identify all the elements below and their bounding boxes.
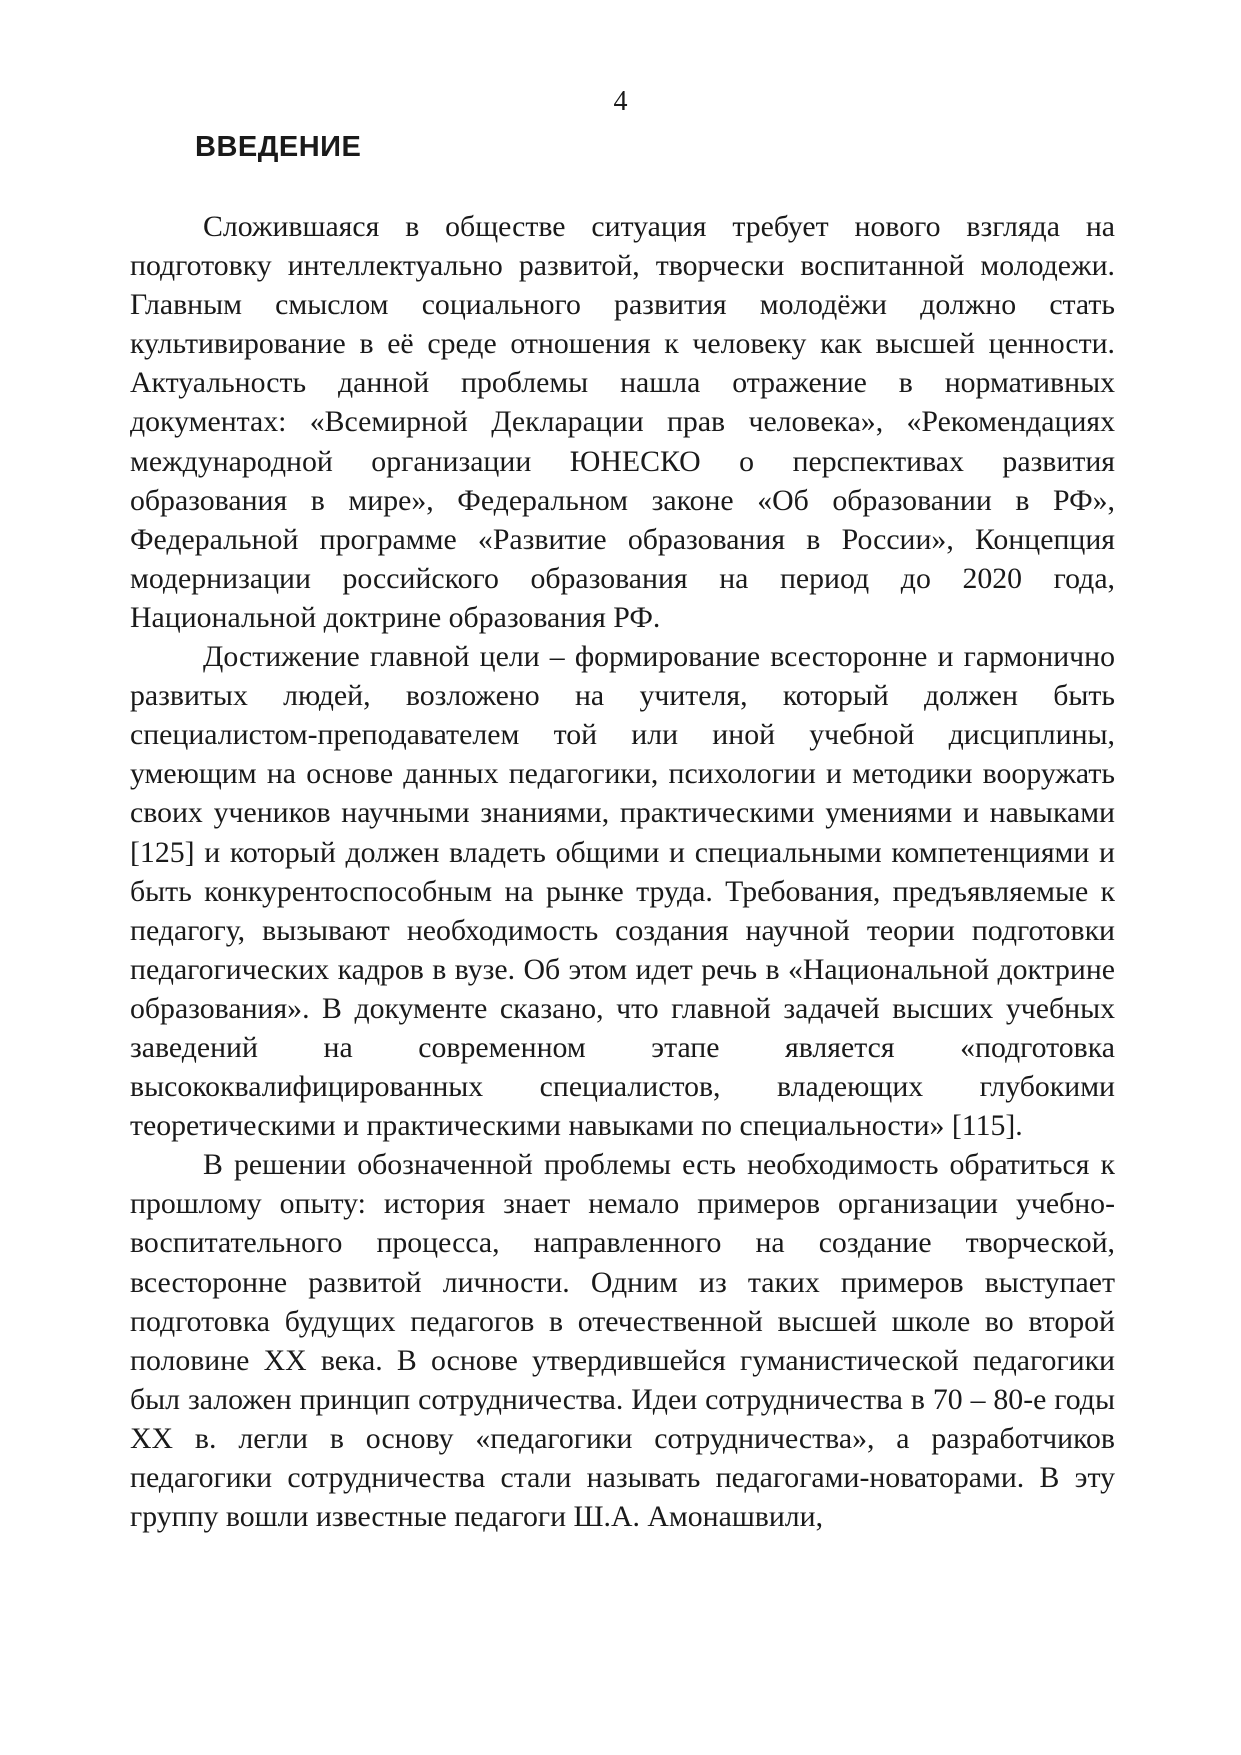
paragraph-1: Сложившаяся в обществе ситуация требует нового взгляда на подготовку интеллектуально развитой, творчески воспитанной молодежи. Главным смыслом социального развития молодёжи должно стать культивирование в её среде отношения к человеку как высшей ценности. Актуальность данной проблемы нашла отражение в нормативных документах: «Всемирной Декларации прав человека», «Рекомендациях международной организации ЮНЕСКО о перспективах развития образования в мире», Федеральном законе «Об образовании в РФ», Федеральной программе «Развитие образования в России», Концепция модернизации российского образования на период до 2020 года, Национальной доктрине образования РФ. xyxy=(130,210,1115,634)
body-text xyxy=(130,207,1115,1536)
paragraph-2: Достижение главной цели – формирование всесторонне и гармонично развитых людей, возложено на учителя, который должен быть специалистом-преподавателем той или иной учебной дисциплины, умеющим на основе данных педагогики, психологии и методики вооружать своих учеников научными знаниями, практическими умениями и навыками [125] и который должен владеть общими и специальными компетенциями и быть конкурентоспособным на рынке труда. Требования, предъявляемые к педагогу, вызывают необходимость создания научной теории подготовки педагогических кадров в вузе. Об этом идет речь в «Национальной доктрине образования». В документе сказано, что главной задачей высших учебных заведений на современном этапе является «подготовка высококвалифицированных специалистов, владеющих глубокими теоретическими и практическими навыками по специальности» [115]. xyxy=(130,640,1115,1143)
paragraph-3: В решении обозначенной проблемы есть необходимость обратиться к прошлому опыту: история знает немало примеров организации учебно-воспитательного процесса, направленного на создание творческой, всесторонне развитой личности. Одним из таких примеров выступает подготовка будущих педагогов в отечественной высшей школе во второй половине XX века. В основе утвердившейся гуманистической педагогики был заложен принцип сотрудничества. Идеи сотрудничества в 70 – 80-е годы XX в. легли в основу «педагогики сотрудничества», а разработчиков педагогики сотрудничества стали называть педагогами-новаторами. В эту группу вошли известные педагоги Ш.А. Амонашвили, xyxy=(130,1148,1115,1534)
page-number: 4 xyxy=(613,86,628,117)
section-heading: ВВЕДЕНИЕ xyxy=(195,131,362,163)
